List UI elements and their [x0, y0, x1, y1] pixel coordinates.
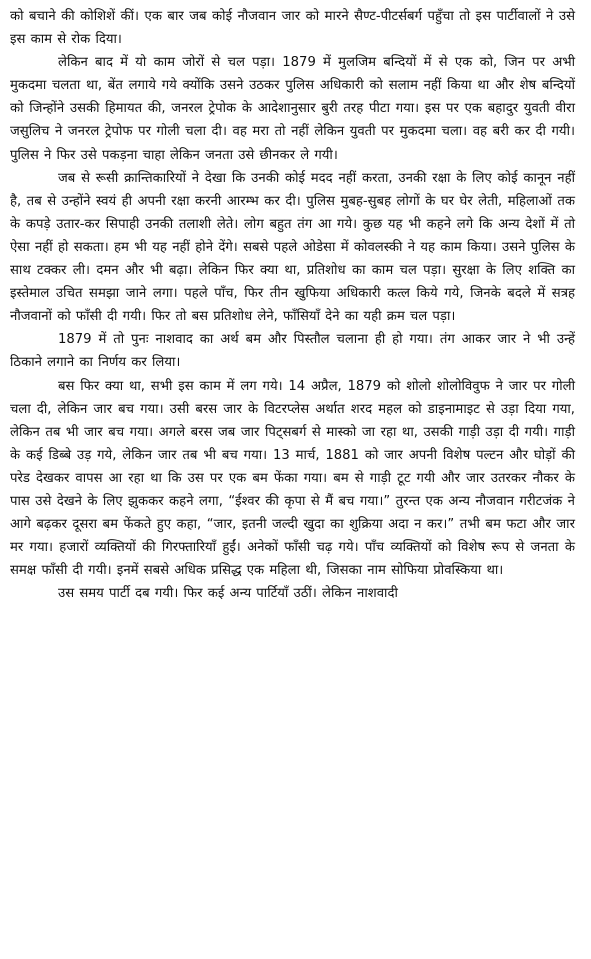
paragraph-continuation: को बचाने की कोशिशें कीं। एक बार जब कोई नौजवान जार को मारने सैण्ट-पीटर्सबर्ग पहुँचा तो इस पार्टीवालों ने उसे इस काम से रोक दिया। [10, 9, 575, 48]
paragraph-revolutionary-self-defense: जब से रूसी क्रान्तिकारियों ने देखा कि उनकी कोई मदद नहीं करता, उनकी रक्षा के लिए कोई कानून नहीं है, तब से उन्होंने स्वयं ही अपनी रक्षा करनी आरम्भ कर दी। पुलिस मुबह-सुबह लोगों के घर घेर लेती, महिलाओं तक के कपड़े उतार-कर सिपाही उनकी तलाशी लेते। लोग बहुत तंग आ गये। कुछ यह भी कहने लगे कि अन्य देशों में तो ऐसा नहीं हो सकता। हम भी यह नहीं होने देंगे। सबसे पहले ओडेसा में कोवलस्की ने यह काम किया। उसने पुलिस के साथ टक्कर ली। दमन और भी बढ़ा। लेकिन फिर क्या था, प्रतिशोध का काम चल पड़ा। सुरक्षा के लिए शक्ति का इस्तेमाल उचित समझा जाने लगा। पहले पाँच, फिर तीन खुफिया अधिकारी कत्ल किये गये, जिनके बदले में सत्रह नौजवानों को फाँसी दी गयी। फिर तो बस प्रतिशोध लेने, फाँसियाँ देने का यही क्रम चल पड़ा। [10, 170, 575, 325]
paragraph-party-suppressed: उस समय पार्टी दब गयी। फिर कई अन्य पार्टियाँ उठीं। लेकिन नाशवादी [58, 586, 398, 602]
paragraph-tsar-assassination: बस फिर क्या था, सभी इस काम में लग गये। 14 अप्रैल, 1879 को शोलो शोलोविवुफ ने जार पर गोली चला दी, लेकिन जार बच गया। उसी बरस जार के विटरप्लेस अर्थात शरद महल को डाइनामाइट से उड़ा दिया गया, लेकिन तब भी जार बच गया। अगले बरस जब जार पिट्सबर्ग से मास्को जा रहा था, उसकी गाड़ी उड़ा दी गयी। गाड़ी के कई डिब्बे उड़ गये, लेकिन जार तब भी बच गया। 13 मार्च, 1881 को जार अपनी विशेष पल्टन और घोड़ों की परेड देखकर वापस आ रहा था कि उस पर एक बम फेंका गया। बम से गाड़ी टूट गयी और जार उतरकर नौकर के पास उसे देखने के लिए झुककर कहने लगा, “ईश्वर की कृपा से मैं बच गया।” तुरन्त एक अन्य नौजवान गरीटजंक ने आगे बढ़कर दूसरा बम फेंकते हुए कहा, “जार, इतनी जल्दी खुदा का शुक्रिया अदा न कर।” तभी बम फटा और जार मर गया। हजारों व्यक्तियों की गिरफ्तारियाँ हुईं। अनेकों फाँसी चढ़ गये। पाँच व्यक्तियों को विशेष रूप से जनता के समक्ष फाँसी दी गयी। इनमें सबसे अधिक प्रसिद्ध एक महिला थी, जिसका नाम सोफिया प्रोवस्किया था। [10, 378, 575, 579]
paragraph-nihilism-bombs: 1879 में तो पुनः नाशवाद का अर्थ बम और पिस्तौल चलाना ही हो गया। तंग आकर जार ने भी उन्हें ठिकाने लगाने का निर्णय कर लिया। [10, 332, 575, 371]
paragraph-1879-trepov-shooting: लेकिन बाद में यो काम जोरों से चल पड़ा। 1879 में मुलजिम बन्दियों में से एक को, जिन पर अभी मुकदमा चलता था, बेंत लगाये गये क्योंकि उसने उठकर पुलिस अधिकारी को सलाम नहीं किया था और शेष बन्दियों को जिन्होंने उसकी हिमायत की, जनरल ट्रेपोक के आदेशानुसार बुरी तरह पीटा गया। इस पर एक बहादुर युवती वीरा जसुलिच ने जनरल ट्रेपोफ पर गोली चला दी। वह मरा तो नहीं लेकिन युवती पर मुकदमा चला। वह बरी कर दी गयी। पुलिस ने फिर उसे पकड़ना चाहा लेकिन जनता उसे छीनकर ले गयी। [10, 55, 575, 163]
